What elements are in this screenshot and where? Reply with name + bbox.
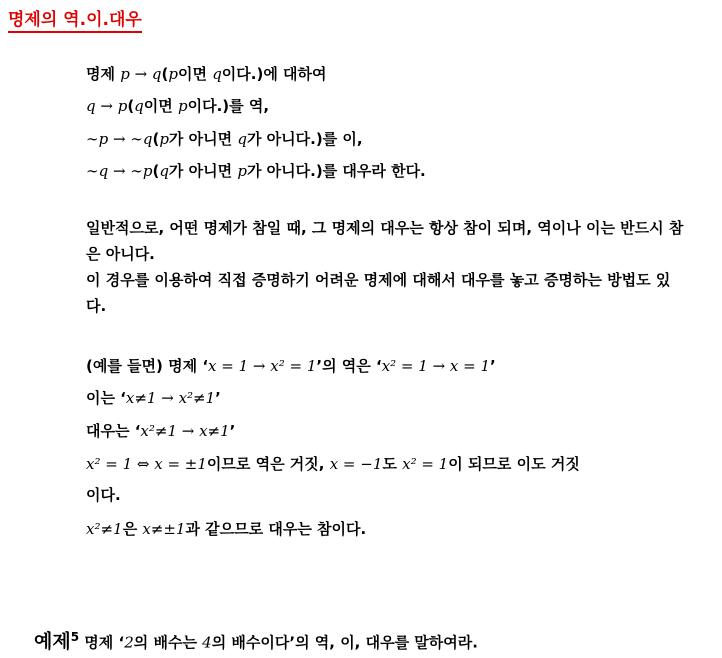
text: 의 배수는: [133, 633, 203, 652]
text: (: [152, 130, 160, 148]
math: ∼p → ∼q: [86, 130, 153, 148]
text: 대우는 ‘: [86, 422, 141, 440]
text: 명제: [86, 65, 121, 83]
text: 이다.)에 대하여: [221, 65, 327, 83]
definition-line-1: [86, 63, 327, 85]
exercise-number: 5: [70, 630, 80, 644]
text: ’: [215, 389, 221, 407]
math: x² = 1 ⇔ x = ±1: [86, 455, 207, 473]
text: (: [161, 65, 169, 83]
text: ’: [229, 422, 236, 440]
text: 의 배수이다’의 역, 이, 대우를 말하여라.: [211, 633, 478, 652]
text: 이 되므로 이도 거짓: [448, 455, 580, 473]
math: 4: [202, 633, 212, 652]
text: ’의 역은 ‘: [316, 357, 382, 375]
text: (: [152, 162, 160, 180]
math: x≠±1: [142, 520, 186, 538]
text: 가 아니면: [168, 162, 238, 180]
paragraph-2: 이 경우를 이용하여 직접 증명하기 어려운 명제에 대해서 대우를 놓고 증명하는 방법도 있다.: [86, 271, 671, 315]
math: p → q: [120, 65, 162, 83]
text: 은: [122, 520, 143, 538]
text: 과 같으므로 대우는 참이다.: [185, 520, 367, 538]
definition-line-4: [86, 160, 426, 182]
text: 이면: [143, 97, 178, 115]
exercise-label: 예제: [34, 630, 71, 653]
math: q → p: [86, 97, 128, 115]
text: 가 아니면: [168, 130, 238, 148]
math: q: [134, 97, 144, 115]
math: p: [237, 162, 247, 180]
math: ∼q → ∼p: [86, 162, 153, 180]
math: p: [159, 130, 169, 148]
text: 이면: [177, 65, 213, 83]
math: x≠1 → x²≠1: [125, 389, 216, 407]
paragraph-1: 일반적으로, 어떤 명제가 참일 때, 그 명제의 대우는 항상 참이 되며, 역이나 이는 반드시 참은 아니다.: [86, 219, 684, 263]
definition-line-2: [86, 95, 269, 117]
math: p: [168, 65, 178, 83]
section-title: 명제의 역.이.대우: [8, 10, 142, 33]
text: 명제 ‘: [79, 633, 125, 652]
example-line-4: [86, 453, 580, 475]
math: x²≠1 → x≠1: [140, 422, 230, 440]
text: 이므로 역은 거짓,: [206, 455, 330, 473]
math: x = 1 → x² = 1: [208, 357, 317, 375]
text: (: [127, 97, 135, 115]
math: q: [237, 130, 247, 148]
exercise-5: [34, 624, 478, 653]
text: ’: [490, 357, 496, 375]
text: 이는 ‘: [86, 389, 126, 407]
text: 도: [382, 455, 403, 473]
math: x = −1: [329, 455, 383, 473]
example-line-3: [86, 420, 235, 442]
text: 가 아니다.)를 대우라 한다.: [246, 162, 426, 180]
math: 2: [124, 633, 134, 652]
example-line-6: [86, 518, 366, 540]
example-line-1: [86, 355, 496, 377]
math: x² = 1: [402, 455, 449, 473]
math: q: [159, 162, 169, 180]
text: (예를 들면) 명제 ‘: [86, 357, 209, 375]
math: p: [177, 97, 188, 115]
math: x²≠1: [86, 520, 123, 538]
math: x² = 1 → x = 1: [381, 357, 491, 375]
math: q: [212, 65, 222, 83]
example-line-2: [86, 387, 221, 409]
example-line-5: 이다.: [86, 486, 121, 504]
text: 가 아니다.)를 이,: [246, 130, 363, 148]
definition-line-3: [86, 128, 363, 150]
text: 이다.)를 역,: [187, 97, 270, 115]
